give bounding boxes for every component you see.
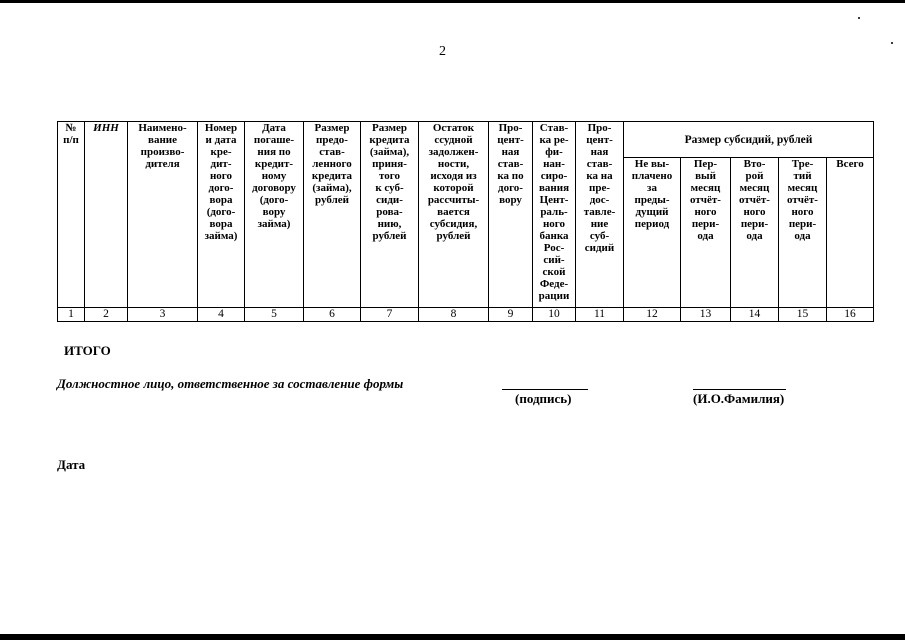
column-number: 11 <box>576 308 624 322</box>
header-cell-outstanding-debt: Остаток ссудной задолжен- ности, исходя из которой рассчиты- вается субсидия, рублей <box>419 122 489 308</box>
column-number: 15 <box>779 308 827 322</box>
column-number: 16 <box>827 308 874 322</box>
column-number: 13 <box>681 308 731 322</box>
bottom-border <box>0 634 905 640</box>
column-number: 6 <box>304 308 361 322</box>
header-cell-refinancing-rate: Став- ка ре- фи- нан- сиро- вания Цент- раль- ного банка Рос- сий- ской Феде- рации <box>533 122 576 308</box>
header-cell-contract-number-date: Номер и дата кре- дит- ного дого- вора (дого- вора займа) <box>198 122 245 308</box>
top-border <box>0 0 905 3</box>
signature-line <box>502 389 588 390</box>
page-number: 2 <box>439 44 446 59</box>
header-cell-repayment-date: Дата погаше- ния по кредит- ному договору (дого- вору займа) <box>245 122 304 308</box>
column-number: 3 <box>128 308 198 322</box>
totals-label: ИТОГО <box>64 343 111 358</box>
header-cell-second-month: Вто- рой месяц отчёт- ного пери- ода <box>731 158 779 308</box>
date-label: Дата <box>57 457 86 472</box>
column-number: 12 <box>624 308 681 322</box>
header-cell-subsidy-rate: Про- цент- ная став- ка на пре- дос- тавле- ние суб- сидий <box>576 122 624 308</box>
header-cell-third-month: Тре- тий месяц отчёт- ного пери- ода <box>779 158 827 308</box>
column-number-row <box>58 308 874 322</box>
column-number: 7 <box>361 308 419 322</box>
column-number: 14 <box>731 308 779 322</box>
column-number: 4 <box>198 308 245 322</box>
signature-caption: (подпись) <box>515 391 572 406</box>
header-cell-first-month: Пер- вый месяц отчёт- ного пери- ода <box>681 158 731 308</box>
name-line <box>693 389 786 390</box>
header-cell-contract-rate: Про- цент- ная став- ка по дого- вору <box>489 122 533 308</box>
header-cell-unpaid-previous: Не вы- плачено за преды- дущий период <box>624 158 681 308</box>
header-group-subsidy-size: Размер субсидий, рублей <box>624 122 874 158</box>
column-number: 1 <box>58 308 85 322</box>
header-cell-inn: ИНН <box>85 122 128 308</box>
name-caption: (И.О.Фамилия) <box>693 391 785 406</box>
column-number: 5 <box>245 308 304 322</box>
column-number: 8 <box>419 308 489 322</box>
column-number: 9 <box>489 308 533 322</box>
scan-speck <box>891 42 893 44</box>
header-cell-total: Всего <box>827 158 874 308</box>
header-cell-loan-amount: Размер предо- став- ленного кредита (займа), рублей <box>304 122 361 308</box>
official-label: Должностное лицо, ответственное за составление формы <box>57 376 404 391</box>
header-cell-producer-name: Наимено- вание произво- дителя <box>128 122 198 308</box>
column-number: 10 <box>533 308 576 322</box>
header-cell-subsidized-loan-amount: Размер кредита (займа), приня- того к суб- сиди- рова- нию, рублей <box>361 122 419 308</box>
subsidy-table <box>57 121 874 322</box>
header-cell-row-number: № п/п <box>58 122 85 308</box>
column-number: 2 <box>85 308 128 322</box>
scan-speck <box>858 17 860 19</box>
